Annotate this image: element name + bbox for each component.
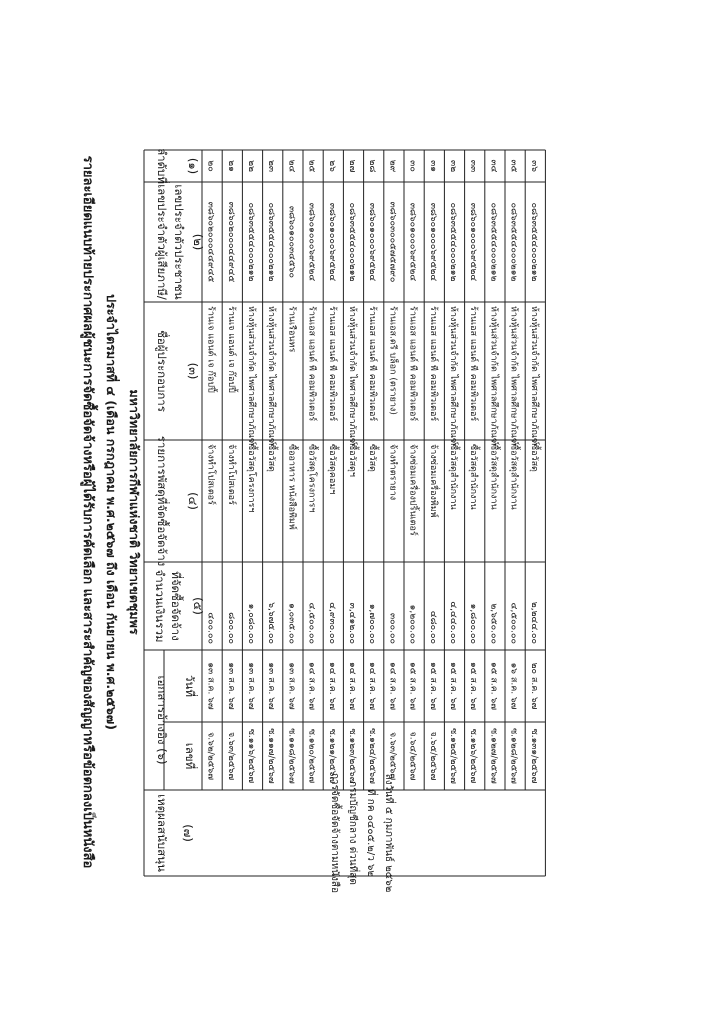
cell-item: ซื้อวัสดุ (528, 444, 539, 472)
cell-vendor: ร้านเจ แอนด์ เจ ก๊อปปี้ (205, 306, 216, 393)
cell-date: ๑๔ ส.ค. ๖๗ (306, 662, 317, 710)
cell-order: ๒๓ (266, 159, 277, 173)
cell-order: ๓๑ (427, 160, 438, 172)
cell-doc-number: จ.๖๓/๒๕๖๗ (225, 731, 236, 781)
cell-tax-id: ๓๘๖๐๑๐๐๐๖๙๕๒๔ (367, 202, 378, 282)
col-header-taxid-1: เลขประจำตัวผู้เสียภาษี/ (155, 184, 169, 300)
cell-amount: ๔๘๐.๐๐ (427, 610, 438, 644)
cell-date: ๒๐ ส.ค. ๖๗ (528, 662, 539, 710)
col-header-reference-date: วันที่ (183, 675, 197, 697)
cell-doc-number: จ.๖๕/๒๕๖๗ (427, 731, 438, 781)
cell-item: จ้างซ่อมเครื่องปริ้นเตอร์ (407, 444, 418, 536)
cell-amount: ๔๐๐.๐๐ (205, 612, 216, 644)
cell-amount: ๔,๔๔๐.๐๐ (448, 601, 458, 644)
cell-tax-id: ๐๘๖๓๕๕๔๐๐๐๒๑๒ (488, 202, 499, 282)
cell-date: ๑๕ ส.ค. ๖๗ (488, 662, 499, 710)
col-header-amount-1: จำนวนเงินรวม (153, 569, 167, 643)
col-header-item-num: (๔) (186, 492, 200, 510)
cell-doc-number: ซ.๑๒๓/๒๕๖๗ (347, 728, 357, 784)
cell-amount: ๘๐๐.๐๐ (225, 612, 236, 644)
cell-order: ๒๗ (347, 159, 357, 173)
cell-doc-number: ซ.๑๒๖/๒๕๖๗ (468, 728, 479, 784)
cell-item: ซื้อวัสดุสำนักงาน (488, 444, 499, 510)
cell-vendor: ร้านเอส แอนด์ พี คอมพิวเตอร์ (306, 306, 317, 422)
cell-tax-id: ๓๘๖๐๓๐๐๕๗๕๗๙๐ (387, 201, 398, 283)
cell-item: ซื้อวัสดุโครงการฯ (306, 444, 317, 513)
col-header-vendor-num: (๓) (186, 362, 200, 380)
cell-amount: ๓๐๐.๐๐ (387, 613, 398, 644)
cell-doc-number: ซ.๑๒๐/๒๕๖๗ (306, 728, 317, 784)
cell-vendor: ห้างหุ้นส่วนจำกัด ไพศาลศึกษาภัณฑ์ (528, 306, 539, 446)
cell-doc-number: ซ.๑๒๑/๒๕๖๗ (326, 728, 337, 784)
col-header-vendor: ชื่อผู้ประกอบการ (155, 330, 169, 412)
cell-amount: ๔,๕๐๐.๐๐ (306, 602, 317, 644)
cell-amount: ๑,๗๐๐.๐๐ (367, 603, 378, 644)
cell-order: ๓๐ (407, 160, 418, 172)
cell-item: จ้างซ่อมเครื่องพิมพ์ (427, 444, 438, 518)
cell-date: ๑๔ ส.ค. ๖๗ (387, 662, 398, 710)
cell-amount: ๔,๕๐๐.๐๐ (508, 602, 519, 644)
cell-item: ซื้อวัสดุสำนักงาน (468, 444, 479, 510)
cell-order: ๒๒ (246, 160, 256, 172)
cell-amount: ๑,๐๘๐.๐๐ (246, 603, 256, 644)
col-header-reference-number: เลขที่ (183, 742, 197, 770)
cell-date: ๑๕ ส.ค. ๖๗ (427, 662, 438, 710)
cell-date: ๑๔ ส.ค. ๖๗ (347, 662, 357, 710)
cell-date: ๑๓ ส.ค. ๖๗ (225, 662, 236, 710)
cell-item: จ้างทำโปสเตอร์ (205, 444, 216, 505)
cell-order: ๒๐ (205, 160, 216, 172)
cell-item: ซื้อวัสดุฯ (347, 444, 357, 477)
cell-doc-number: จ.๖๔/๒๕๖๗ (407, 731, 418, 781)
cell-item: จ้างทำโปสเตอร์ (225, 444, 236, 505)
cell-tax-id: ๓๘๖๐๒๐๐๐๔๔๙๔๕ (205, 201, 216, 283)
cell-amount: ๒,๖๕๐.๐๐ (488, 603, 499, 644)
cell-date: ๑๓ ส.ค. ๖๗ (246, 662, 256, 710)
title-line-1: รายละเอียดแนบท้ายประกาศผลผู้ชนะการจัดซื้อจัดจ้างหรือผู้ได้รับการคัดเลือก และสาระสำคัญของสัญญาหรือข้อตกลงเป็นหนังสือ (80, 155, 95, 869)
cell-doc-number: ซ.๑๓๑/๒๕๖๗ (528, 728, 539, 784)
cell-date: ๑๓ ส.ค. ๖๗ (266, 662, 277, 710)
cell-order: ๒๑ (225, 160, 236, 172)
cell-item: ซื้อวัสดุคอมฯ (326, 444, 337, 495)
cell-tax-id: ๐๘๖๓๕๕๔๐๐๐๒๑๒ (266, 202, 277, 282)
cell-doc-number: ซ.๑๒๕/๒๕๖๗ (448, 728, 458, 784)
col-header-taxid-2: เลขประจำตัวประชาชน (172, 184, 186, 300)
cell-tax-id: ๐๘๖๓๕๕๔๐๐๐๒๑๒ (508, 202, 519, 282)
cell-vendor: ร้านเอส แอนด์ พี คอมพิวเตอร์ (326, 306, 337, 422)
reason-line-2: กรมบัญชีกลาง ด่วนที่สุด (347, 781, 358, 885)
cell-tax-id: ๓๘๖๐๑๐๐๐๖๙๕๒๔ (427, 202, 438, 282)
cell-item: ซื้อวัสดุโครงการฯ (246, 444, 256, 513)
cell-order: ๓๒ (448, 159, 458, 173)
cell-vendor: ร้านเอส แอนด์ พี คอมพิวเตอร์ (468, 306, 479, 422)
cell-date: ๑๕ ส.ค. ๖๗ (468, 662, 479, 710)
col-header-amount-2: ที่จัดซื้อจัดจ้าง (169, 571, 183, 641)
cell-doc-number: ซ.๑๒๘/๒๕๖๗ (508, 728, 519, 784)
cell-tax-id: ๓๘๖๐๑๐๐๓๔๕๖๐ (286, 206, 297, 278)
cell-doc-number: ซ.๑๑๖/๒๕๖๗ (246, 728, 256, 784)
cell-doc-number: ซ.๑๑๗/๒๕๖๗ (266, 728, 277, 784)
cell-amount: ๑,๒๐๐.๐๐ (407, 604, 418, 644)
cell-amount: ๑,๐๓๕.๐๐ (286, 603, 297, 644)
cell-tax-id: ๐๘๖๓๕๕๔๐๐๐๒๑๒ (246, 202, 256, 282)
cell-amount: ๑,๘๐๐.๐๐ (468, 603, 479, 644)
cell-date: ๑๕ ส.ค. ๖๗ (448, 662, 458, 710)
cell-vendor: ร้านเรือนทร (286, 306, 297, 353)
cell-vendor: ร้านเอส แอนด์ พี คอมพิวเตอร์ (367, 306, 378, 422)
reason-line-3: ที่ กค ๐๔๐๕.๒/ว ๖๒ (365, 789, 376, 877)
cell-doc-number: ซ.๑๒๔/๒๕๖๗ (367, 728, 378, 784)
cell-amount: ๓,๔๑๒.๐๐ (347, 602, 357, 644)
title-line-3: มหาวิทยาลัยการกีฬาแห่งชาติ วิทยาเขตชุมพร (127, 389, 142, 635)
cell-item: ซื้อวัสดุสำนักงาน (448, 444, 458, 510)
col-header-order: ลำดับที่ (155, 148, 169, 184)
cell-vendor: ห้างหุ้นส่วนจำกัด ไพศาลศึกษาภัณฑ์ (347, 306, 357, 446)
title-line-2: ประจำไตรมาสที่ ๔ (เดือน กรกฎาคม พ.ศ.๒๕๖๗ ถึง เดือน กันยายน พ.ศ.๒๕๖๗) (104, 294, 119, 730)
col-header-order-num: (๑) (186, 157, 200, 175)
cell-item: ซื้อวัสดุสำนักงาน (508, 444, 519, 510)
cell-order: ๓๔ (488, 159, 499, 173)
cell-doc-number: ซ.๑๒๗/๒๕๖๗ (488, 728, 499, 784)
cell-tax-id: ๓๘๖๐๑๐๐๐๖๙๕๒๔ (468, 202, 479, 282)
cell-date: ๑๔ ส.ค. ๖๗ (326, 662, 337, 710)
cell-tax-id: ๐๘๖๓๕๕๔๐๐๐๒๑๒ (528, 202, 539, 282)
cell-order: ๓๕ (508, 159, 519, 173)
col-header-reason: เหตุผลสนับสนุน (155, 794, 169, 872)
reason-line-1: การจัดซื้อจัดจ้างตามหนังสือ (329, 772, 340, 894)
cell-tax-id: ๓๘๖๐๑๐๐๐๖๙๕๒๔ (407, 202, 418, 282)
col-header-reference: เอกสารอ้างอิง (๖) (155, 675, 169, 765)
cell-doc-number: จ.๖๓/๒๕๖๗ (387, 731, 398, 781)
cell-vendor: ร้านเจ แอนด์ เจ ก๊อปปี้ (225, 306, 236, 393)
col-header-item: รายการพัสดุที่จัดซื้อจัดจ้าง (155, 435, 169, 567)
cell-order: ๒๘ (367, 159, 378, 173)
cell-item: ซื้อวัสดุ (367, 444, 378, 472)
cell-date: ๑๓ ส.ค. ๖๗ (205, 662, 216, 710)
table-body (206, 160, 542, 785)
cell-vendor: ห้างหุ้นส่วนจำกัด ไพศาลศึกษาภัณฑ์ (266, 306, 277, 446)
col-header-amount-num: (๕) (191, 597, 205, 615)
cell-doc-number: จ.๖๒/๒๕๖๗ (205, 731, 216, 781)
cell-vendor: ร้านเอส แอนด์ พี คอมพิวเตอร์ (427, 306, 438, 422)
cell-tax-id: ๐๘๖๓๕๕๔๐๐๐๒๑๒ (448, 202, 458, 282)
col-header-taxid-num: (๒) (191, 233, 205, 251)
cell-item: จ้างทำตรายาง (387, 444, 398, 501)
cell-doc-number: ซ.๑๑๘/๒๕๖๗ (286, 728, 297, 784)
cell-item: ซื้ออาหาร หนังสือพิมพ์ (286, 444, 297, 530)
cell-order: ๓๖ (528, 160, 539, 172)
cell-amount: ๒,๒๔๔.๐๐ (528, 601, 539, 644)
cell-date: ๑๖ ส.ค. ๖๗ (508, 662, 519, 710)
col-header-reason-num: (๗) (181, 824, 195, 842)
cell-vendor: ห้างหุ้นส่วนจำกัด ไพศาลศึกษาภัณฑ์ (488, 306, 499, 446)
reason-line-4: ลงวันที่ ๕ กุมภาพันธ์ ๒๕๖๒ (383, 773, 394, 893)
cell-order: ๒๕ (306, 159, 317, 173)
cell-tax-id: ๓๘๖๐๒๐๐๐๔๔๙๔๕ (225, 201, 236, 283)
cell-vendor: ร้านเอส แอนด์ พี คอมพิวเตอร์ (407, 306, 418, 422)
cell-vendor: ห้างหุ้นส่วนจำกัด ไพศาลศึกษาภัณฑ์ (246, 306, 256, 446)
cell-vendor: ห้างหุ้นส่วนจำกัด ไพศาลศึกษาภัณฑ์ (508, 306, 519, 446)
cell-vendor: ห้างหุ้นส่วนจำกัด ไพศาลศึกษาภัณฑ์ (448, 306, 458, 446)
cell-amount: ๖,๖๗๕.๐๐ (266, 602, 277, 644)
cell-tax-id: ๓๘๖๐๑๐๐๐๖๙๕๒๔ (326, 202, 337, 282)
cell-order: ๓๓ (468, 159, 479, 173)
cell-order: ๒๔ (286, 159, 297, 173)
cell-order: ๒๖ (326, 160, 337, 172)
cell-date: ๑๓ ส.ค. ๖๗ (286, 662, 297, 710)
cell-amount: ๔,๙๓๐.๐๐ (326, 602, 337, 644)
cell-date: ๑๕ ส.ค. ๖๗ (407, 662, 418, 710)
cell-vendor: ร้านเอส.ดรี บล็อก (ตรายาง) (387, 306, 398, 415)
cell-date: ๑๔ ส.ค. ๖๗ (367, 662, 378, 710)
cell-order: ๒๙ (387, 159, 398, 173)
cell-item: ซื้อวัสดุ (266, 444, 277, 472)
cell-tax-id: ๐๘๖๓๕๕๔๐๐๐๒๑๒ (347, 202, 357, 282)
cell-tax-id: ๓๘๖๐๑๐๐๐๖๙๕๒๔ (306, 202, 317, 282)
